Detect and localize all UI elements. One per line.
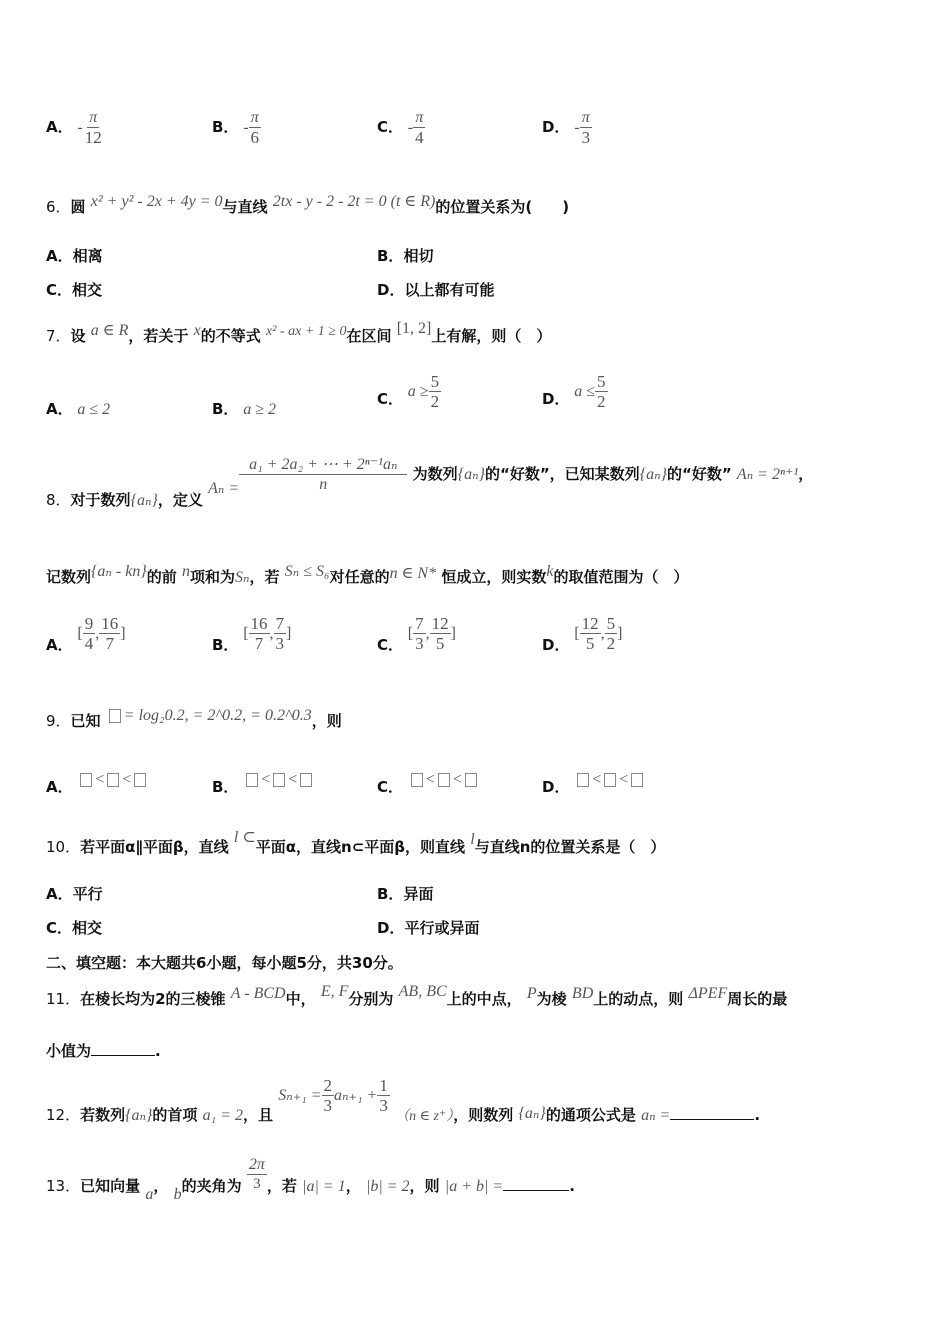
missing-glyph-icon [273, 773, 285, 787]
question-12: 12．若数列{aₙ}的首项 a₁ = 2，且 Sₙ₊₁ = $\frac{2}{3}$ aₙ₊₁ + $\frac{1}{3}$ （n ∈ z⁺），则数列 {aₙ}的通项公式是 aₙ = . [46, 1076, 761, 1124]
question-number: 6． [46, 198, 71, 216]
section-heading: 二、填空题：本大题共6小题，每小题5分，共30分。 [46, 954, 403, 972]
question-6: 6．圆 x² + y² - 2x + 4y = 0与直线 2tx - y - 2 - 2t = 0 (t ∈ R)的位置关系为( ) [46, 193, 570, 216]
missing-glyph-icon [107, 773, 119, 787]
q9-option-d: D． < < [542, 768, 646, 789]
answer-blank[interactable] [503, 1190, 569, 1191]
missing-glyph-icon [134, 773, 146, 787]
q6-option-d: D．以上都有可能 [377, 281, 495, 299]
q7-option-b: B． a ≥ 2 [212, 400, 276, 418]
question-7: 7．设 a ∈ R，若关于 x的不等式 x² - ax + 1 ≥ 0在区间 [1, 2]上有解，则（ ） [46, 320, 552, 345]
question-11-line2: 小值为 . [46, 1042, 161, 1060]
q9-option-a: A． < < [46, 768, 149, 789]
q10-option-d: D．平行或异面 [377, 919, 480, 937]
question-number: 9． [46, 712, 71, 730]
missing-glyph-icon [300, 773, 312, 787]
answer-blank[interactable] [91, 1055, 155, 1056]
q7-option-c: C． a ≥ $\frac{5}{2}$ [377, 372, 440, 411]
q5-option-d: D． - $\frac{\pi}{3}$ [542, 109, 591, 147]
missing-glyph-icon [438, 773, 450, 787]
question-number: 8． [46, 491, 71, 509]
missing-glyph-icon [109, 709, 121, 723]
option-label: A． [46, 118, 73, 136]
missing-glyph-icon [246, 773, 258, 787]
question-11: 11．在棱长均为2的三棱锥 A - BCD中， E, F分别为 AB, BC上的中点， P为棱 BD上的动点，则 ΔPEF周长的最 [46, 983, 788, 1008]
missing-glyph-icon [577, 773, 589, 787]
math-expression: 2tx - y - 2 - 2t = 0 (t ∈ R) [272, 193, 436, 210]
question-number: 13． [46, 1177, 81, 1195]
q6-option-a: A．相离 [46, 247, 103, 265]
missing-glyph-icon [80, 773, 92, 787]
question-8-line2: 记数列{aₙ - kn}的前 n项和为Sₙ，若 Sₙ ≤ S₆对任意的n ∈ N* 恒成立，则实数k的取值范围为（ ） [46, 563, 689, 586]
q8-option-c: C． [ $\frac{7}{3}$ , $\frac{12}{5}$ ] [377, 614, 456, 654]
missing-glyph-icon [631, 773, 643, 787]
q5-option-b: B． - $\frac{\pi}{6}$ [212, 109, 260, 147]
q10-option-a: A．平行 [46, 885, 103, 903]
q10-option-c: C．相交 [46, 919, 103, 937]
q8-option-a: A． [ $\frac{9}{4}$ , $\frac{16}{7}$ ] [46, 614, 126, 654]
answer-blank[interactable] [670, 1119, 754, 1120]
missing-glyph-icon [411, 773, 423, 787]
q6-option-b: B．相切 [377, 247, 434, 265]
fraction: $\frac{\text{a₁ + 2a₂ + ⋯ + 2ⁿ⁻¹aₙ}}{n}$ [239, 455, 407, 494]
math-expression: x² + y² - 2x + 4y = 0 [90, 193, 223, 210]
question-number: 10． [46, 838, 81, 856]
q9-option-b: B． < < [212, 768, 315, 789]
q5-option-a: A． - $\frac{\pi}{12}$ [46, 109, 102, 147]
fraction: $\frac{\pi}{12}$ [84, 109, 102, 147]
q7-option-d: D． a ≤ $\frac{5}{2}$ [542, 372, 606, 411]
q6-option-c: C．相交 [46, 281, 103, 299]
q10-option-b: B．异面 [377, 885, 434, 903]
q9-option-c: C． < < [377, 768, 480, 789]
question-13: 13．已知向量 a， b的夹角为 $\frac{2\pi}{3}$ ，若 |a| = 1， |b| = 2，则 |a + b| = . [46, 1156, 575, 1203]
question-number: 7． [46, 327, 71, 345]
question-number: 12． [46, 1106, 81, 1124]
question-9: 9．已知 = log₂0.2, = 2^0.2, = 0.2^0.3，则 [46, 707, 342, 730]
question-number: 11． [46, 990, 81, 1008]
q5-option-c: C． - $\frac{\pi}{4}$ [377, 109, 424, 147]
q8-option-b: B． [ $\frac{16}{7}$ , $\frac{7}{3}$ ] [212, 614, 292, 654]
missing-glyph-icon [604, 773, 616, 787]
missing-glyph-icon [465, 773, 477, 787]
question-10: 10．若平面α∥平面β，直线 l ⊂平面α，直线n⊂平面β，则直线 l与直线n的位置关系是（ ） [46, 829, 666, 856]
question-8: 8．对于数列{aₙ}，定义 Aₙ = $\frac{\text{a₁ + 2a₂ + ⋯ + 2ⁿ⁻¹aₙ}}{n}$ 为数列{aₙ}的“好数”，已知某数列{aₙ}的“好数” Aₙ = 2ⁿ⁺¹， [46, 456, 814, 509]
q8-option-d: D． [ $\frac{12}{5}$ , $\frac{5}{2}$ ] [542, 614, 623, 654]
q7-option-a: A． a ≤ 2 [46, 400, 111, 418]
